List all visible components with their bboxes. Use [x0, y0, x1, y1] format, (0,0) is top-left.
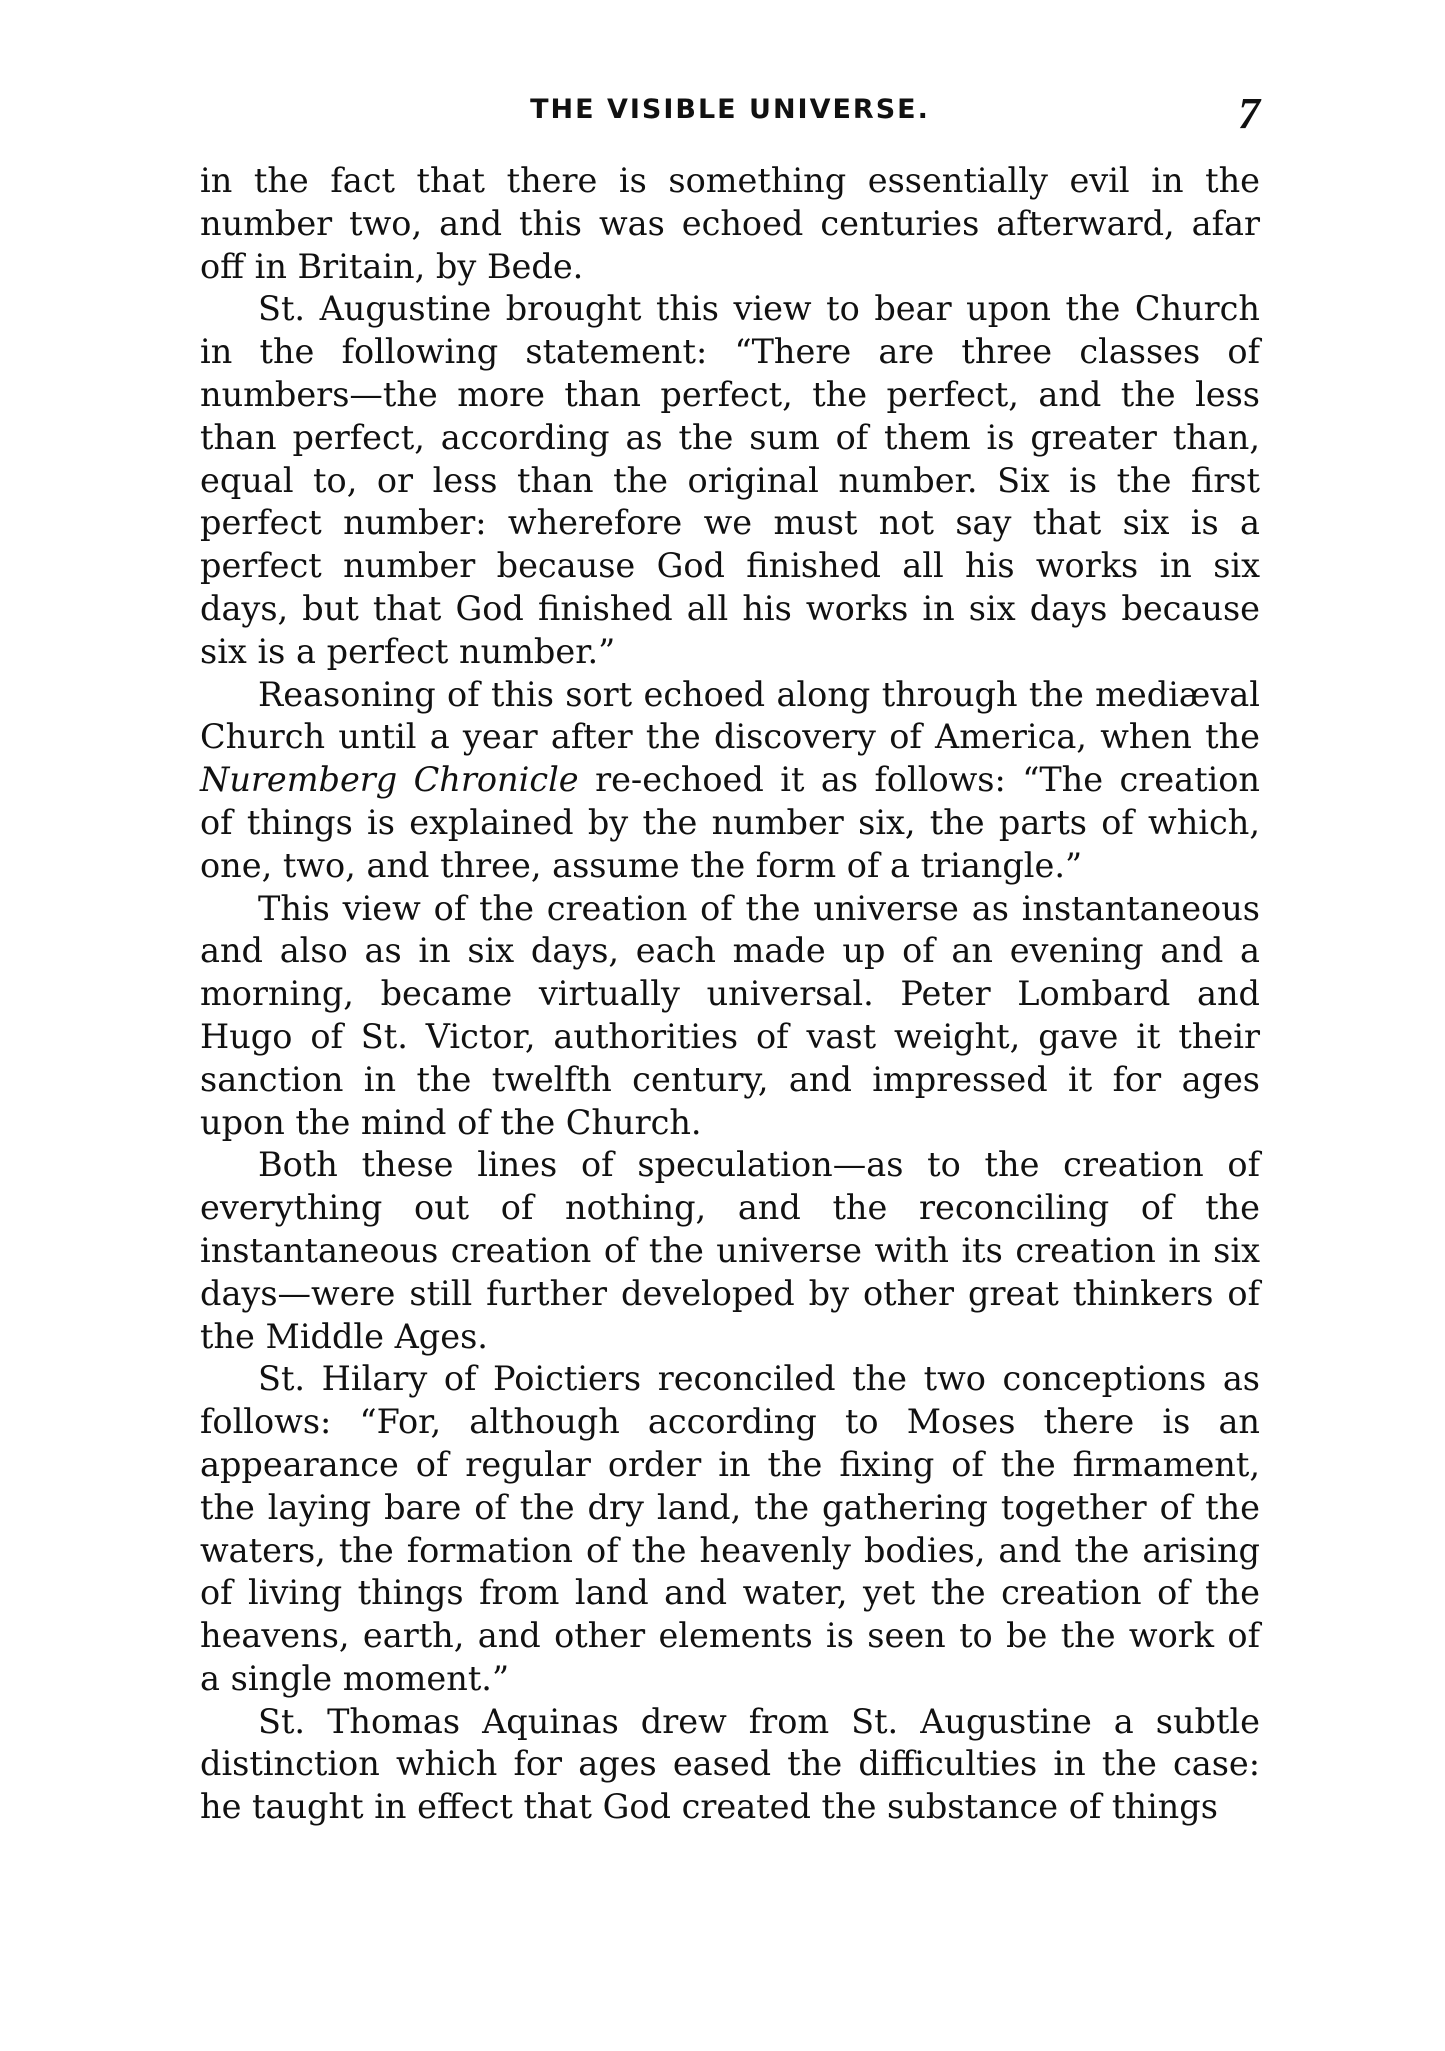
paragraph-4: This view of the creation of the universe as instantaneous and also as in six days, each made up of an evening and a morning, became virtually universal. Peter Lombard and Hugo of St. Victor, authorities of vast weight, gave it their sanction in the twelfth century, and impressed it for ages upon the mind of the Church. [200, 888, 1260, 1142]
paragraph-1: in the fact that there is something essentially evil in the number two, and this was echoed centuries afterward, afar off in Britain, by Bede. [200, 161, 1260, 286]
paragraph-5: Both these lines of speculation—as to the creation of everything out of nothing, and the reconciling of the instantaneous creation of the universe with its creation in six days—were still further developed by other great thinkers of the Middle Ages. [200, 1145, 1260, 1356]
paragraph-3-text-before: Reasoning of this sort echoed along through the mediæval Church until a year after the discovery of America, when the [200, 674, 1260, 757]
page-number: 7 [1238, 89, 1260, 138]
body-text [200, 160, 1260, 1829]
running-title: THE VISIBLE UNIVERSE. [530, 94, 930, 125]
paragraph-3 [200, 674, 1260, 888]
paragraph-6: St. Hilary of Poictiers reconciled the two conceptions as follows: “For, although according to Moses there is an appearance of regular order in the fixing of the firmament, the laying bare of the dry land, the gathering together of the waters, the formation of the heavenly bodies, and the arising of living things from land and water, yet the creation of the heavens, earth, and other elements is seen to be the work of a single moment.” [200, 1359, 1260, 1698]
paragraph-3-text-after: re-echoed it as follows: “The creation of things is explained by the number six, the parts of which, one, two, and three, assume the form of a triangle.” [200, 760, 1260, 885]
book-title-italic: Nuremberg Chronicle [200, 760, 579, 800]
paragraph-7: St. Thomas Aquinas drew from St. Augustine a subtle distinction which for ages eased the difficulties in the case: he taught in effect that God created the substance of things [200, 1701, 1260, 1827]
paragraph-2: St. Augustine brought this view to bear upon the Church in the following statement: “There are three classes of numbers—the more than perfect, the perfect, and the less than perfect, according as the sum of them is greater than, equal to, or less than the original number. Six is the first perfect number: wherefore we must not say that six is a perfect number because God finished all his works in six days, but that God finished all his works in six days because six is a perfect number.” [200, 289, 1260, 671]
running-head [200, 88, 1260, 148]
